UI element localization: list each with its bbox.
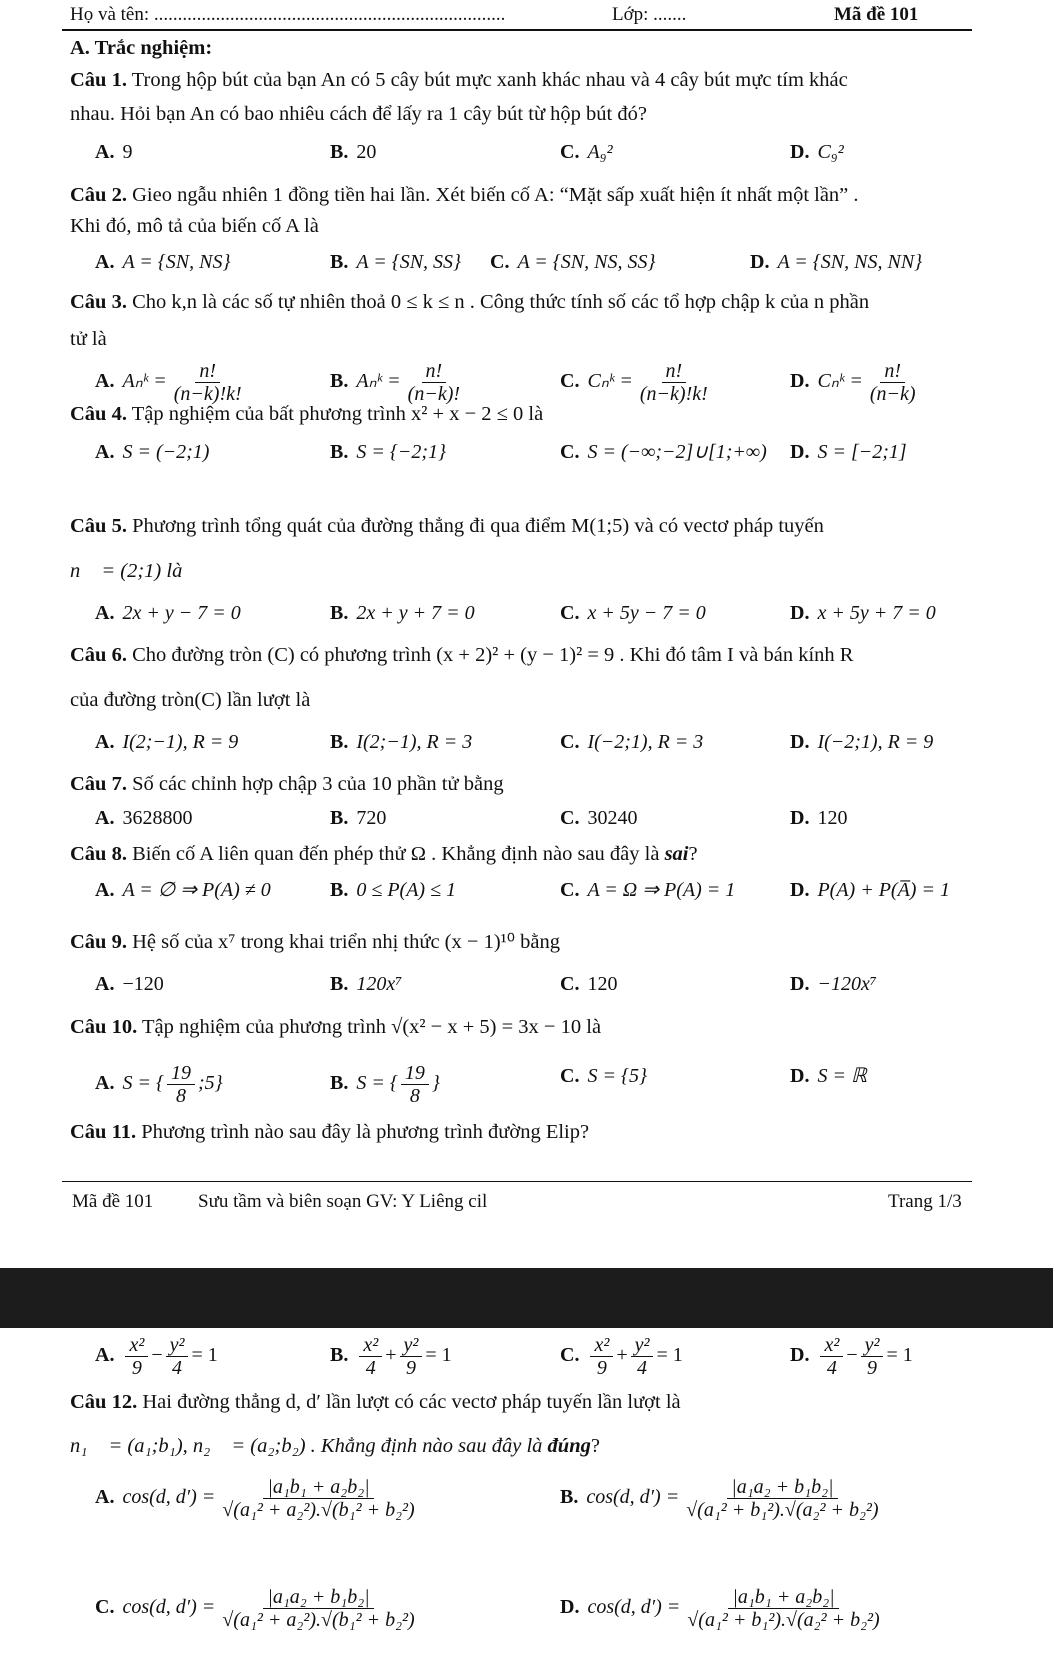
q8-option-b[interactable]: B. 0 ≤ P(A) ≤ 1 (330, 879, 457, 901)
q11-option-d[interactable]: D. $\frac{\text{x²}}{4}$ − $\frac{\text{y²}}{9}$ = 1 (790, 1334, 913, 1379)
question-2: Câu 2. Gieo ngẫu nhiên 1 đồng tiền hai lần. Xét biến cố A: “Mặt sấp xuất hiện ít nhất một lần” . (70, 184, 859, 206)
q7-option-d[interactable]: D. 120 (790, 807, 848, 829)
footer-page-number: Trang 1/3 (888, 1191, 962, 1212)
q12-option-a[interactable]: A. cos(d, d′) = $\frac{\text{|a₁b₁ + a₂b₂|}}{\text{√(a₁² + a₂²).√(b₁² + b₂²)}}$ (95, 1476, 415, 1521)
q8-option-a[interactable]: A. A = ∅ ⇒ P(A) ≠ 0 (95, 879, 271, 901)
q3-option-b[interactable]: B. Aₙᵏ = $\frac{n!}{(n-k)!}$ (330, 360, 461, 405)
question-5-line-2: n⃗ = (2;1) là (70, 560, 183, 582)
question-5: Câu 5. Phương trình tổng quát của đường thẳng đi qua điểm M(1;5) và có vectơ pháp tuyến (70, 515, 824, 537)
question-11: Câu 11. Phương trình nào sau đây là phương trình đường Elip? (70, 1121, 590, 1143)
q7-option-b[interactable]: B. 720 (330, 807, 387, 829)
q10-option-a[interactable]: A. S = { $\frac{19}{8}$ ;5} (95, 1062, 223, 1107)
q5-option-a[interactable]: A. 2x + y − 7 = 0 (95, 602, 241, 624)
question-1: Câu 1. Trong hộp bút của bạn An có 5 cây bút mực xanh khác nhau và 4 cây bút mực tím khác (70, 69, 848, 91)
q2-option-b[interactable]: B. A = {SN, SS} (330, 251, 462, 273)
q3-option-c[interactable]: C. Cₙᵏ = $\frac{n!}{(n-k)!k!}$ (560, 360, 708, 405)
question-10: Câu 10. Tập nghiệm của phương trình √(x² − x + 5) = 3x − 10 là (70, 1016, 602, 1038)
q9-option-c[interactable]: C. 120 (560, 973, 618, 995)
q6-option-a[interactable]: A. I(2;−1), R = 9 (95, 731, 239, 753)
footer-code: Mã đề 101 (72, 1191, 154, 1212)
question-6: Câu 6. Cho đường tròn (C) có phương trình (x + 2)² + (y − 1)² = 9 . Khi đó tâm I và bán kính R (70, 644, 854, 666)
q4-option-d[interactable]: D. S = [−2;1] (790, 441, 907, 463)
question-7: Câu 7. Số các chỉnh hợp chập 3 của 10 phần tử bằng (70, 773, 504, 795)
question-4: Câu 4. Tập nghiệm của bất phương trình x² + x − 2 ≤ 0 là (70, 403, 544, 425)
footer-rule (62, 1181, 972, 1182)
question-12: Câu 12. Hai đường thẳng d, d′ lần lượt có các vectơ pháp tuyến lần lượt là (70, 1391, 681, 1413)
q9-option-d[interactable]: D. −120x⁷ (790, 973, 877, 995)
q2-option-c[interactable]: C. A = {SN, NS, SS} (490, 251, 656, 273)
q11-option-a[interactable]: A. $\frac{\text{x²}}{9}$ − $\frac{\text{y²}}{4}$ = 1 (95, 1334, 218, 1379)
q1-option-b[interactable]: B. 20 (330, 141, 377, 163)
q5-option-d[interactable]: D. x + 5y + 7 = 0 (790, 602, 936, 624)
q10-option-d[interactable]: D. S = ℝ (790, 1065, 867, 1087)
q3-option-d[interactable]: D. Cₙᵏ = $\frac{n!}{(n-k)}$ (790, 360, 916, 405)
exam-code: Mã đề 101 (834, 4, 919, 25)
q4-option-b[interactable]: B. S = {−2;1} (330, 441, 446, 463)
student-name-field: Họ và tên: .......................................................................... (70, 4, 506, 25)
q4-option-a[interactable]: A. S = (−2;1) (95, 441, 210, 463)
question-1-line-2: nhau. Hỏi bạn An có bao nhiêu cách để lấy ra 1 cây bút từ hộp bút đó? (70, 103, 647, 125)
q8-option-d[interactable]: D. P(A) + P(A̅) = 1 (790, 879, 950, 901)
section-title: A. Trắc nghiệm: (70, 37, 213, 59)
q5-option-b[interactable]: B. 2x + y + 7 = 0 (330, 602, 475, 624)
q4-option-c[interactable]: C. S = (−∞;−2]∪[1;+∞) (560, 441, 767, 463)
question-3: Câu 3. Cho k,n là các số tự nhiên thoả 0 ≤ k ≤ n . Công thức tính số các tổ hợp chập k của n phần (70, 291, 870, 313)
q5-option-c[interactable]: C. x + 5y − 7 = 0 (560, 602, 706, 624)
q11-option-b[interactable]: B. $\frac{\text{x²}}{4}$ + $\frac{\text{y²}}{9}$ = 1 (330, 1334, 452, 1379)
q10-option-c[interactable]: C. S = {5} (560, 1065, 647, 1087)
q11-option-c[interactable]: C. $\frac{\text{x²}}{9}$ + $\frac{\text{y²}}{4}$ = 1 (560, 1334, 683, 1379)
question-3-line-2: tử là (70, 328, 107, 350)
q1-option-a[interactable]: A. 9 (95, 141, 133, 163)
q2-option-d[interactable]: D. A = {SN, NS, NN} (750, 251, 923, 273)
q7-option-a[interactable]: A. 3628800 (95, 807, 193, 829)
q2-option-a[interactable]: A. A = {SN, NS} (95, 251, 231, 273)
question-9: Câu 9. Hệ số của x⁷ trong khai triển nhị thức (x − 1)¹⁰ bằng (70, 931, 560, 953)
footer-author: Sưu tầm và biên soạn GV: Y Liêng cil (198, 1191, 488, 1212)
q1-option-d[interactable]: D. C₉² (790, 141, 844, 163)
q6-option-b[interactable]: B. I(2;−1), R = 3 (330, 731, 473, 753)
q1-option-c[interactable]: C. A₉² (560, 141, 613, 163)
class-field: Lớp: ....... (612, 4, 687, 25)
q9-option-a[interactable]: A. −120 (95, 973, 164, 995)
q8-option-c[interactable]: C. A = Ω ⇒ P(A) = 1 (560, 879, 736, 901)
header-rule (62, 29, 972, 31)
question-6-line-2: của đường tròn(C) lần lượt là (70, 689, 311, 711)
q12-option-d[interactable]: D. cos(d, d′) = $\frac{\text{|a₁b₁ + a₂b₂|}}{\text{√(a₁² + b₁²).√(a₂² + b₂²)}}$ (560, 1586, 880, 1631)
page-separator (0, 1268, 1053, 1328)
question-12-line-2: n₁⃗ = (a₁;b₁), n₂⃗ = (a₂;b₂) . Khẳng định nào sau đây là đúng? (70, 1435, 600, 1457)
q6-option-d[interactable]: D. I(−2;1), R = 9 (790, 731, 934, 753)
exam-page-2 (0, 1328, 1053, 1670)
q10-option-b[interactable]: B. S = { $\frac{19}{8}$ } (330, 1062, 440, 1107)
q6-option-c[interactable]: C. I(−2;1), R = 3 (560, 731, 704, 753)
q3-option-a[interactable]: A. Aₙᵏ = $\frac{n!}{(n-k)!k!}$ (95, 360, 242, 405)
q9-option-b[interactable]: B. 120x⁷ (330, 973, 403, 995)
q7-option-c[interactable]: C. 30240 (560, 807, 638, 829)
q12-option-b[interactable]: B. cos(d, d′) = $\frac{\text{|a₁a₂ + b₁b₂|}}{\text{√(a₁² + b₁²).√(a₂² + b₂²)}}$ (560, 1476, 879, 1521)
question-8: Câu 8. Biến cố A liên quan đến phép thử Ω . Khẳng định nào sau đây là sai? (70, 843, 698, 865)
q12-option-c[interactable]: C. cos(d, d′) = $\frac{\text{|a₁a₂ + b₁b₂|}}{\text{√(a₁² + a₂²).√(b₁² + b₂²)}}$ (95, 1586, 415, 1631)
question-2-line-2: Khi đó, mô tả của biến cố A là (70, 215, 319, 237)
